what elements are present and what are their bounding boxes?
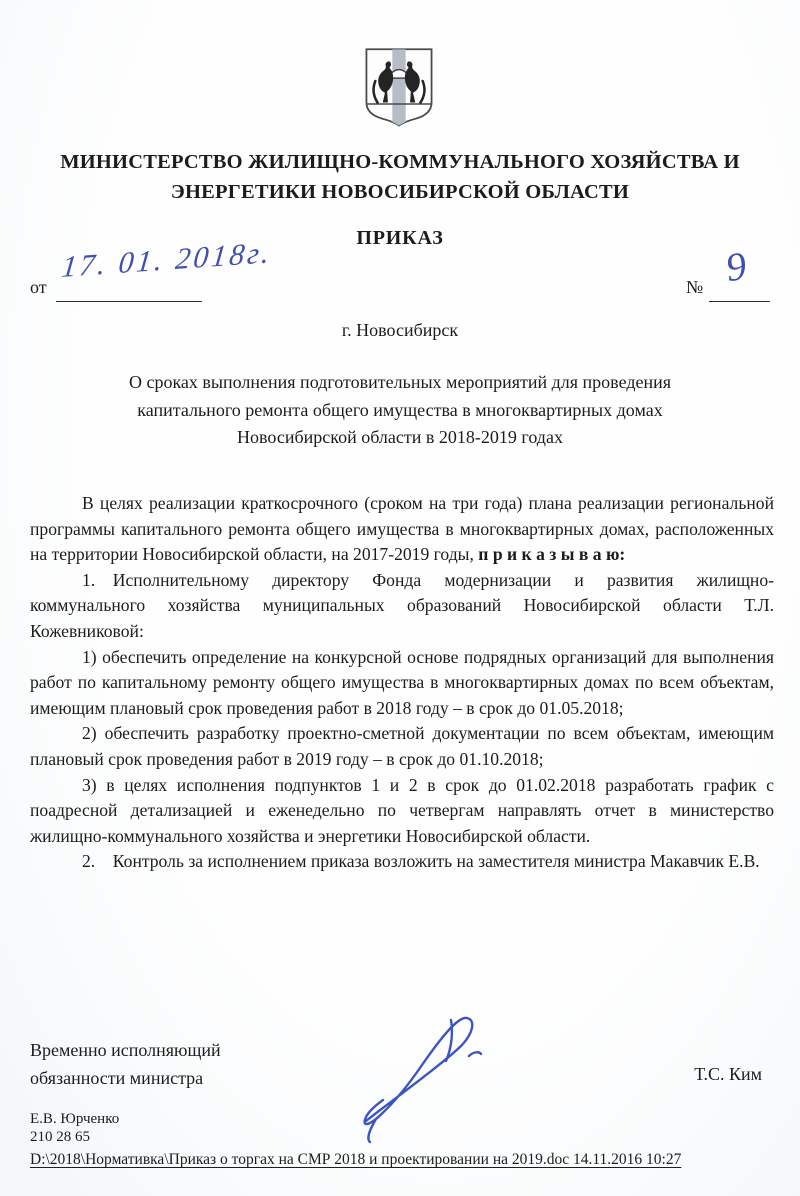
coat-of-arms-icon — [362, 45, 436, 129]
document-subject — [0, 369, 800, 452]
handwritten-number: 9 — [722, 242, 750, 291]
date-prefix-label: от — [30, 277, 47, 297]
number-prefix-label: № — [686, 277, 704, 297]
subject-line1: О сроках выполнения подготовительных мероприятий для проведения — [128, 372, 672, 392]
body-paragraph: 1) обеспечить определение на конкурсной основе подрядных организаций для выполнения работ по капитальному ремонту общего имущества в многоквартирных домах по всем объектам, имеющим плановый срок проведения работ в 2018 году – в срок до 01.05.2018; — [30, 646, 774, 718]
ministry-name-line2: ЭНЕРГЕТИКИ НОВОСИБИРСКОЙ ОБЛАСТИ — [170, 181, 630, 203]
number-underline — [709, 301, 770, 302]
ministry-name-line1: МИНИСТЕРСТВО ЖИЛИЩНО-КОММУНАЛЬНОГО ХОЗЯЙСТВА И — [60, 151, 740, 173]
subject-line2: капитального ремонта общего имущества в многоквартирных домах — [137, 399, 663, 420]
signer-role-line2: обязанности министра — [30, 1067, 204, 1088]
body-paragraph: 2) обеспечить разработку проектно-сметной документации по всем объектам, имеющим плановый срок проведения работ в 2019 году – в срок до 01.10.2018; — [30, 723, 774, 769]
ordering-word: п р и к а з ы в а ю: — [478, 544, 626, 565]
signer-name: Т.С. Ким — [694, 1064, 762, 1084]
date-underline — [56, 301, 202, 302]
executor-name: Е.В. Юрченко — [30, 1111, 120, 1127]
body-paragraph: 2. Контроль за исполнением приказа возложить на заместителя министра Макавчик Е.В. — [82, 851, 760, 872]
body-paragraph: 3) в целях исполнения подпунктов 1 и 2 в срок до 01.02.2018 разработать график с поадресной детализацией и еженедельно по четвергам направлять отчет в министерство жилищно-коммунального хозяйства и энергетики Новосибирской области. — [30, 774, 774, 846]
file-path-line: D:\2018\Нормативка\Приказ о торгах на СМР 2018 и проектировании на 2019.doc 14.11.2016 10:27 — [30, 1151, 682, 1168]
executor-phone: 210 28 65 — [30, 1129, 90, 1145]
preamble-paragraph — [30, 491, 774, 568]
ministry-name — [0, 147, 800, 207]
document-body — [30, 491, 774, 875]
body-paragraph: 1. Исполнительному директору Фонда модернизации и развития жилищно-коммунального хозяйства муниципальных образований Новосибирской области Т.Л. Кожевниковой: — [30, 569, 774, 641]
signer-role-line1: Временно исполняющий — [30, 1040, 221, 1060]
handwritten-date: 17. 01. 2018г. — [60, 235, 274, 284]
signer-role — [30, 1037, 221, 1092]
city-line: г. Новосибирск — [341, 320, 459, 340]
subject-line3: Новосибирской области в 2018-2019 годах — [237, 427, 563, 447]
preamble-text: В целях реализации краткосрочного (сроком на три года) плана реализации региональной программы капитального ремонта общего имущества в многоквартирных домах, расположенных на территории Новосибирской области, на 2017-2019 годы, — [30, 493, 774, 565]
signature-ink — [352, 1005, 502, 1145]
document-type-title: ПРИКАЗ — [356, 227, 444, 249]
